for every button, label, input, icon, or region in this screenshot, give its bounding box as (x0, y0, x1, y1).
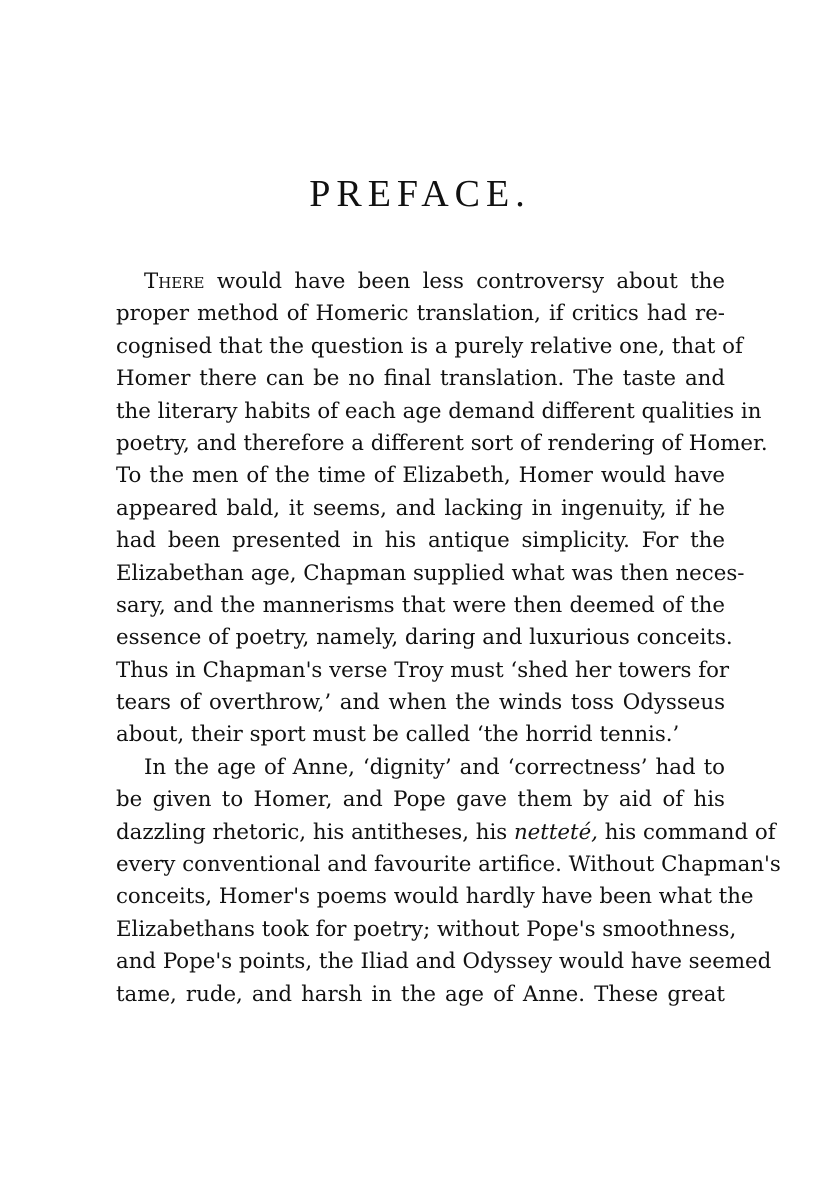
text-line: Thus in Chapman's verse Troy must ‘shed her towers for (116, 657, 730, 683)
text-line: appeared bald, it seems, and lacking in ingenuity, if he (116, 495, 725, 521)
text-line: Elizabethan age, Chapman supplied what was then neces- (116, 560, 745, 586)
preface-text (116, 266, 781, 1011)
text-line: sary, and the mannerisms that were then deemed of the (116, 592, 725, 618)
text-line: the literary habits of each age demand different qualities in (116, 398, 762, 424)
text-line: tame, rude, and harsh in the age of Anne. These great (116, 981, 725, 1007)
text-line (116, 817, 776, 849)
text-line-content: dazzling rhetoric, his antitheses, his (116, 819, 514, 845)
text-line-content: would have been less controversy about the (204, 269, 725, 294)
text-line: In the age of Anne, ‘dignity’ and ‘correctness’ had to (144, 754, 725, 780)
italic-word: netteté, (513, 819, 598, 845)
text-line-content: his command of (597, 819, 776, 845)
text-line: had been presented in his antique simplicity. For the (116, 528, 725, 554)
page-title: PREFACE. (309, 173, 531, 215)
text-line: and Pope's points, the Iliad and Odyssey would have seemed (116, 949, 772, 975)
text-line: tears of overthrow,’ and when the winds toss Odysseus (116, 690, 725, 716)
text-line: essence of poetry, namely, daring and luxurious conceits. (116, 625, 733, 651)
text-line: poetry, and therefore a different sort of rendering of Homer. (116, 430, 768, 456)
text-line: proper method of Homeric translation, if critics had re- (116, 301, 725, 327)
text-line: To the men of the time of Elizabeth, Homer would have (116, 463, 725, 489)
text-line: conceits, Homer's poems would hardly have been what the (116, 884, 754, 910)
text-line: be given to Homer, and Pope gave them by aid of his (116, 787, 725, 813)
drop-word: There (144, 269, 205, 294)
text-line: every conventional and favourite artifice. Without Chapman's (116, 852, 781, 878)
text-line: cognised that the question is a purely relative one, that of (116, 333, 743, 359)
text-line: Elizabethans took for poetry; without Pope's smoothness, (116, 916, 737, 942)
text-line: about, their sport must be called ‘the horrid tennis.’ (116, 722, 680, 748)
text-line: Homer there can be no final translation. The taste and (116, 366, 725, 392)
text-line (116, 266, 725, 298)
